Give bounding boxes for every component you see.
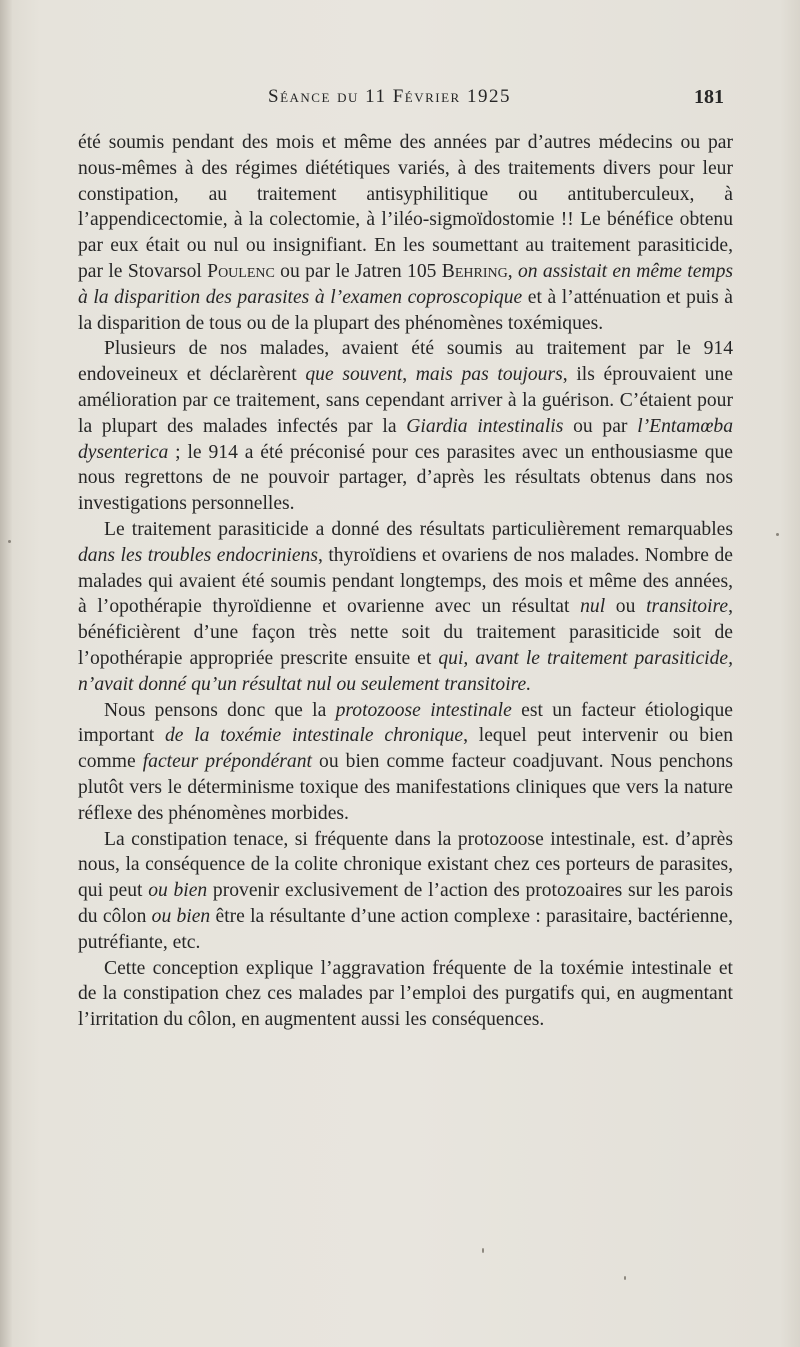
- text-run: ,: [402, 364, 416, 386]
- text-run: être la résultante d’une action complexe : parasitaire, bactérienne, putréfiante, etc.: [78, 905, 733, 953]
- body-text: [78, 130, 733, 1033]
- text-run: ; le 914 a été préconisé pour ces parasites avec un enthousiasme que nous regrettons de ne pouvoir partager, d’après les résultats obtenus dans nos investigations personnelles.: [78, 441, 733, 515]
- paragraph-5: [78, 827, 733, 956]
- text-run: , ils éprouvaient une amélioration par ce traitement, sans cependant arriver à la guérison. C’étaient pour la plupart des malades infectés par la: [78, 364, 733, 437]
- text-run: Le traitement parasiticide a donné des résultats particulièrement remarquables: [104, 518, 733, 540]
- text-run: , lequel peut intervenir ou bien comme: [78, 725, 733, 773]
- text-run: qui, avant le traitement parasiticide, n’avait donné qu’un résultat nul ou seulement transitoire.: [78, 647, 734, 695]
- page-gutter: [0, 0, 12, 1347]
- paper-speck: [624, 1276, 626, 1280]
- paper-speck: [482, 1248, 484, 1253]
- text-run: Poulenc: [207, 260, 275, 282]
- text-run: , bénéficièrent d’une façon très nette soit du traitement parasiticide soit de l’opothérapie appropriée prescrite ensuite et: [78, 596, 733, 669]
- text-run: été soumis pendant des mois et même des années par d’autres médecins ou par nous-mêmes à des régimes diététiques variés, à des traitements divers pour leur constipation, au traitement antisyphilitique ou antituberculeux, à l’appendicectomie, à la colectomie, à l’iléo-sigmoïdostomie !! Le bénéfice obtenu par eux était ou nul ou insignifiant. En les soumettant au traitement parasiticide, par le Stovarsol: [78, 132, 733, 282]
- page-header: [0, 86, 800, 116]
- text-run: dans les troubles endocriniens: [78, 544, 318, 566]
- text-run: ou bien comme facteur coadjuvant. Nous penchons plutôt vers le déterminisme toxique des manifestations cliniques que vers la nature réflexe des phénomènes morbides.: [78, 751, 733, 824]
- text-run: , thyroïdiens et ovariens de nos malades. Nombre de malades qui avaient été soumis pendant longtemps, des mois et même des années, à l’opothérapie thyroïdienne et ovarienne avec un résultat: [78, 544, 733, 618]
- paragraph-3: [78, 517, 733, 698]
- text-run: l’Entamœba dysenterica: [78, 415, 733, 463]
- paper-speck: [8, 540, 11, 543]
- text-run: transitoire: [646, 596, 729, 618]
- text-run: et à l’atténuation et puis à la disparition de tous ou de la plupart des phénomènes toxémiques.: [78, 286, 733, 334]
- paragraph-2: [78, 336, 733, 517]
- text-run: facteur prépondérant: [142, 751, 312, 773]
- text-run: Behring: [441, 260, 508, 282]
- text-run: Nous pensons donc que la: [104, 699, 336, 721]
- text-run: on assistait en même temps à la disparition des parasites à l’examen coproscopique: [78, 260, 733, 308]
- paragraph-4: [78, 698, 733, 827]
- text-run: de la toxémie intestinale chronique: [164, 725, 464, 747]
- text-run: Plusieurs de nos malades, avaient été soumis au traitement par le 914 endoveineux et déclarèrent: [78, 338, 733, 386]
- text-run: que souvent: [305, 364, 403, 386]
- text-run: ou: [605, 596, 647, 618]
- text-run: nul: [580, 596, 606, 618]
- text-run: mais pas toujours: [415, 364, 563, 386]
- running-title: Séance du 11 Février 1925: [268, 86, 511, 107]
- paper-speck: [776, 533, 779, 536]
- text-run: ou bien: [151, 905, 211, 927]
- text-run: Giardia intestinalis: [406, 415, 564, 437]
- text-run: Cette conception explique l’aggravation fréquente de la toxémie intestinale et de la constipation chez ces malades par l’emploi des purgatifs qui, en augmentant l’irritation du côlon, en augmentent aussi les conséquences.: [78, 957, 733, 1031]
- paragraph-1: [78, 130, 733, 336]
- text-run: La constipation tenace, si fréquente dans la protozoose intestinale, est. d’après nous, la conséquence de la colite chronique existant chez ces porteurs de parasites, qui peut: [78, 828, 733, 902]
- text-run: ou par: [563, 415, 638, 437]
- text-run: est un facteur étiologique important: [78, 699, 733, 747]
- text-run: provenir exclusivement de l’action des protozoaires sur les parois du côlon: [78, 880, 733, 927]
- text-run: ou bien: [148, 880, 208, 902]
- page-number: 181: [694, 86, 724, 108]
- text-run: ou par le Jatren 105: [274, 260, 442, 282]
- text-run: protozoose intestinale: [335, 699, 512, 721]
- text-run: ,: [507, 260, 518, 282]
- paragraph-6: [78, 956, 733, 1033]
